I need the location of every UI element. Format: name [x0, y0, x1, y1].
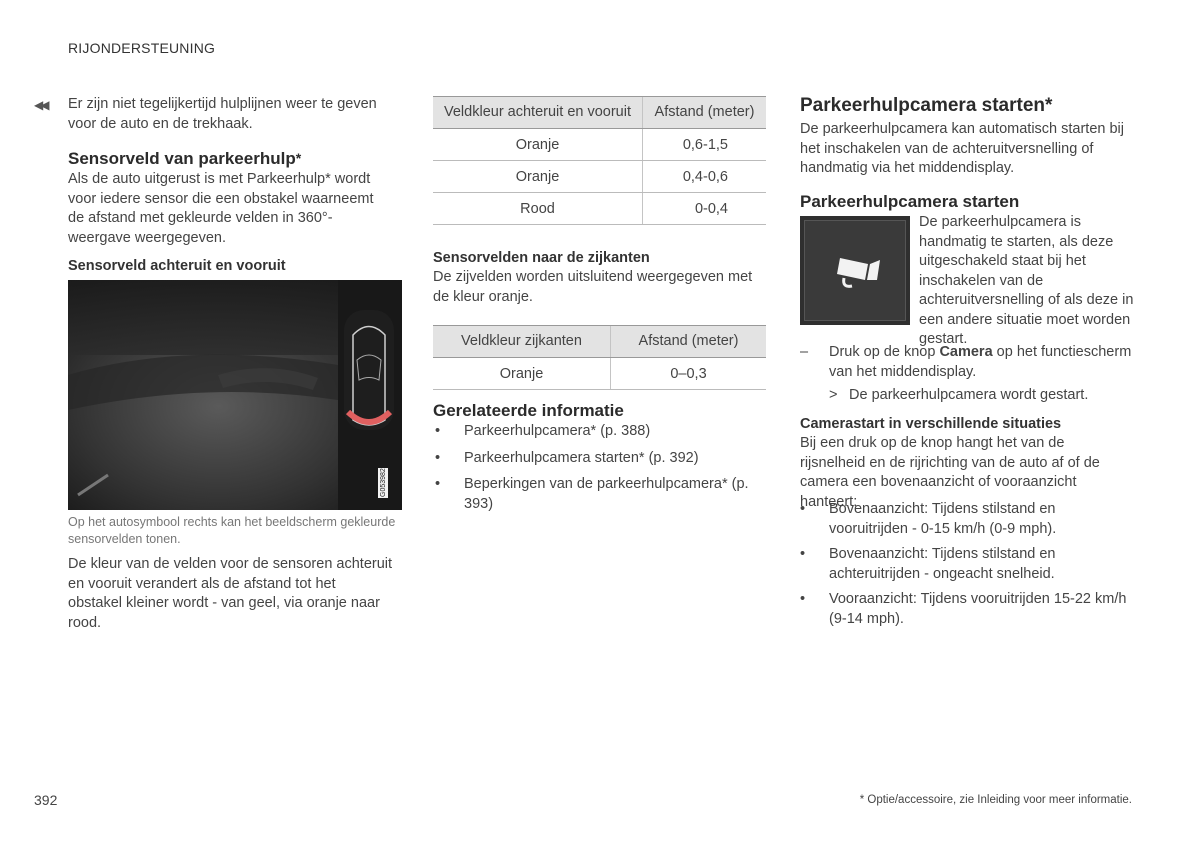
list-item: • Vooraanzicht: Tijdens vooruitrijden 15-22 km/h (9-14 mph).: [800, 590, 1130, 629]
sensor-field-heading: Sensorveld van parkeerhulp*: [68, 149, 302, 168]
list-item: • Bovenaanzicht: Tijdens stilstand en achteruitrijden - ongeacht snelheid.: [800, 545, 1130, 584]
table-cell: Oranje: [433, 161, 643, 193]
related-link[interactable]: • Beperkingen van de parkeerhulpcamera* (p. 393): [435, 475, 768, 514]
sensor-field-text: Als de auto uitgerust is met Parkeerhulp* wordt voor iedere sensor die een obstakel waarneemt de afstand met gekleurde velden in 360°-weergave weergegeven.: [68, 171, 374, 246]
camera-situations-text: Bij een druk op de knop hangt het van de rijsnelheid en de rijrichting van de auto af of de camera een bovenaanzicht of vooraanzicht hanteert:: [800, 435, 1100, 510]
section-header: RIJONDERSTEUNING: [68, 40, 216, 56]
double-chevron-left-icon: ◀◀: [34, 98, 47, 112]
camera-button-label: Camera: [939, 344, 993, 360]
table-header: Afstand (meter): [643, 97, 767, 129]
intro-text: Er zijn niet tegelijkertijd hulplijnen weer te geven voor de auto en de trekhaak.: [68, 96, 377, 132]
step-instruction: – Druk op de knop Camera op het functiescherm van het middendisplay.: [800, 343, 1139, 382]
camera-icon: [834, 250, 886, 292]
camera-start-heading: Parkeerhulpcamera starten: [800, 192, 1020, 211]
table-row: [433, 129, 766, 161]
table-cell: 0,4-0,6: [643, 161, 767, 193]
table-cell: 0,6-1,5: [643, 129, 767, 161]
table-header: Veldkleur zijkanten: [433, 326, 611, 358]
table-cell: Rood: [433, 193, 643, 225]
list-item: • Bovenaanzicht: Tijdens stilstand en vooruitrijden - 0-15 km/h (0-9 mph).: [800, 500, 1130, 539]
footnote: * Optie/accessoire, zie Inleiding voor meer informatie.: [859, 794, 1132, 806]
camera-intro-text: De parkeerhulpcamera kan automatisch starten bij het inschakelen van de achteruitversnelling of handmatig via het middendisplay.: [800, 121, 1124, 176]
camera-manual-text: De parkeerhulpcamera is handmatig te starten, als deze uitgeschakeld staat bij het inschakelen van de achteruitversnelling of als deze in een andere situatie moet worden gestart.: [919, 214, 1134, 347]
camera-button-graphic: [800, 216, 910, 325]
page-number: 392: [34, 792, 58, 808]
sensor-front-rear-heading: Sensorveld achteruit en vooruit: [68, 258, 286, 274]
image-caption: Op het autosymbool rechts kan het beeldscherm gekleurde sensorvelden tonen.: [68, 515, 396, 546]
distance-table-sides: [433, 325, 766, 390]
related-info-heading: Gerelateerde informatie: [433, 401, 624, 420]
related-link[interactable]: • Parkeerhulpcamera* (p. 388): [435, 422, 768, 442]
step-result: > De parkeerhulpcamera wordt gestart.: [829, 387, 1089, 403]
camera-situations-list: [800, 500, 1130, 629]
side-fields-heading: Sensorvelden naar de zijkanten: [433, 250, 650, 266]
related-link[interactable]: • Parkeerhulpcamera starten* (p. 392): [435, 449, 768, 469]
camera-situations-heading: Camerastart in verschillende situaties: [800, 416, 1062, 432]
table-cell: Oranje: [433, 358, 611, 390]
table-cell: 0–0,3: [611, 358, 767, 390]
table-header: Veldkleur achteruit en vooruit: [433, 97, 643, 129]
image-code: G053982: [380, 468, 387, 497]
related-info-list: [435, 422, 768, 514]
table-row: [433, 161, 766, 193]
table-cell: 0-0,4: [643, 193, 767, 225]
table-header: Afstand (meter): [611, 326, 767, 358]
table-cell: Oranje: [433, 129, 643, 161]
table-row: [433, 358, 766, 390]
color-change-text: De kleur van de velden voor de sensoren achteruit en vooruit verandert als de afstand tot het obstakel kleiner wordt - van geel, via oranje naar rood.: [68, 556, 393, 631]
distance-table-front-rear: [433, 96, 766, 225]
sensor-field-image: [68, 280, 402, 510]
side-fields-text: De zijvelden worden uitsluitend weergegeven met de kleur oranje.: [433, 269, 753, 305]
page-title: Parkeerhulpcamera starten*: [800, 95, 1053, 116]
table-row: [433, 193, 766, 225]
